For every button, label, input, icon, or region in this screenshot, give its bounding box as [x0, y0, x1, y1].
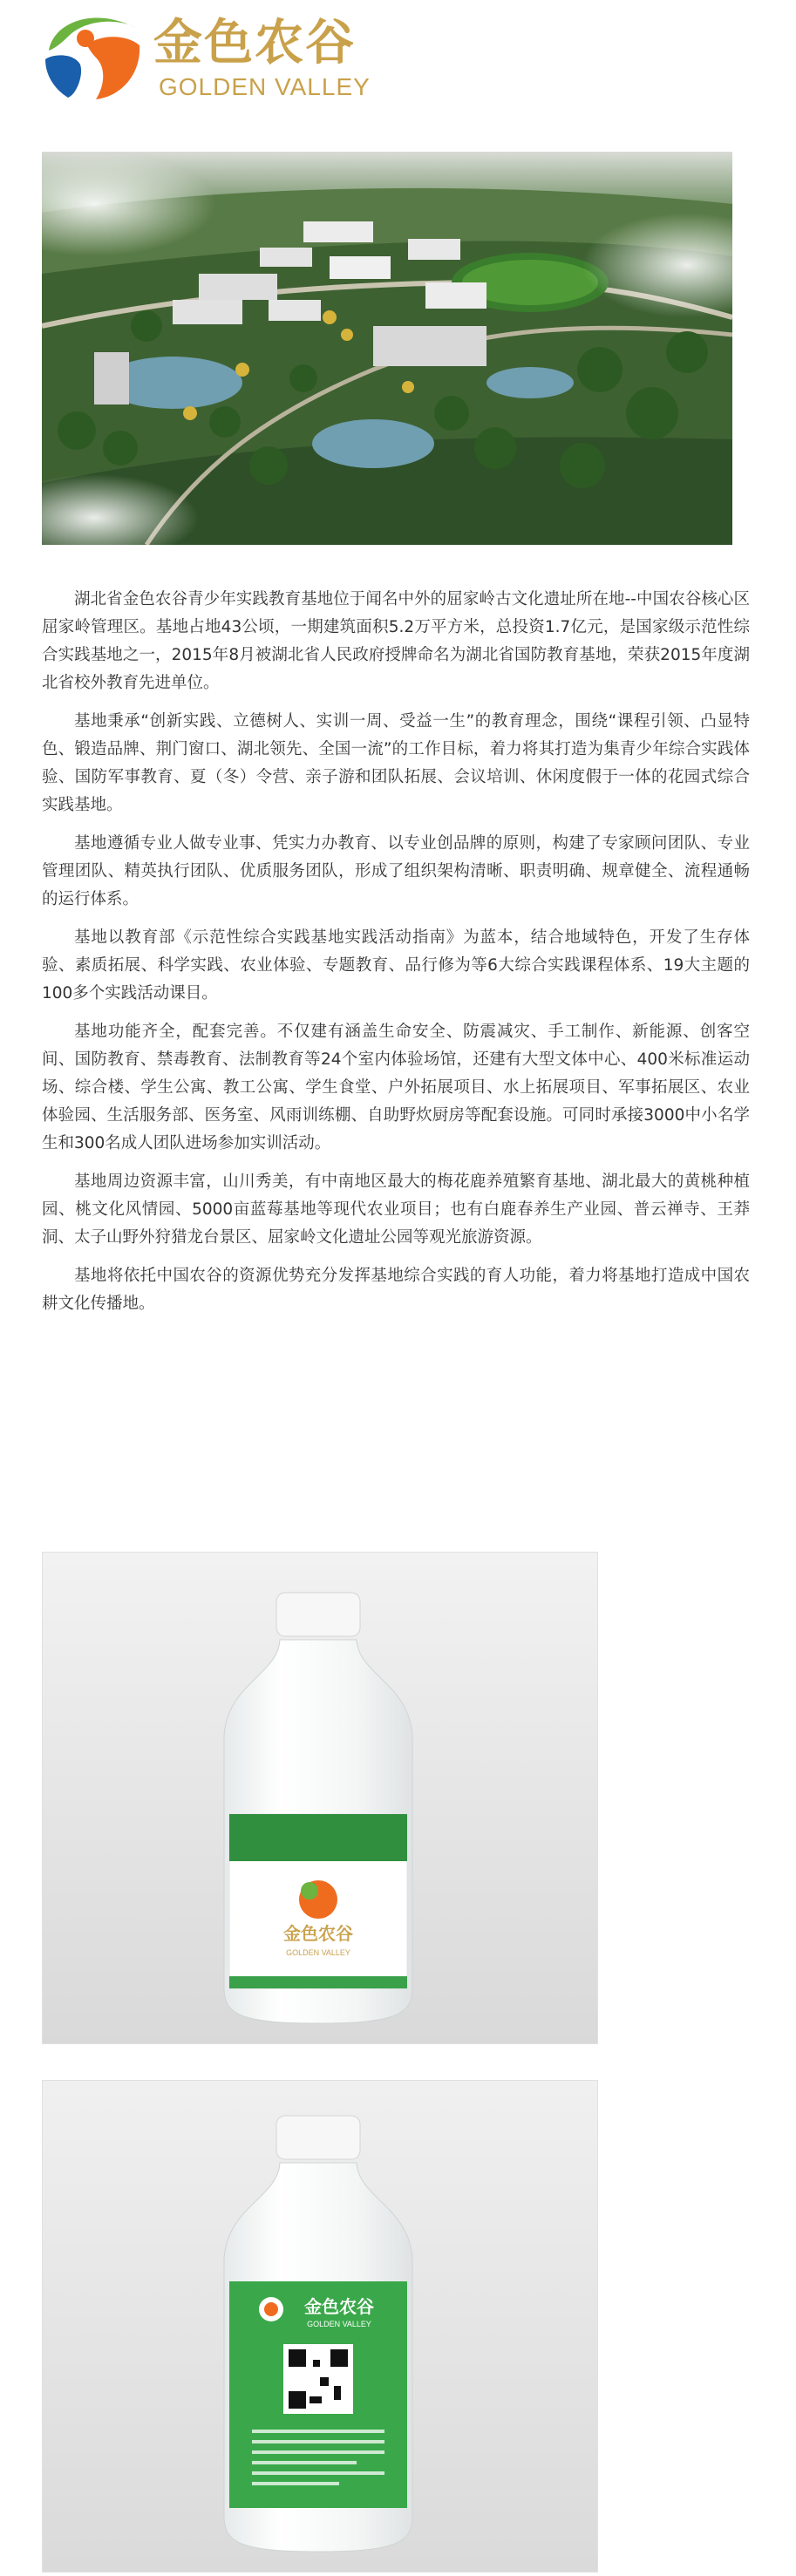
article-paragraph: 基地秉承“创新实践、立德树人、实训一周、受益一生”的教育理念，围绕“课程引领、凸显特色、锻造品牌、荆门窗口、湖北领先、全国一流”的工作目标，着力将其打造为集青少年综合实践体验、国防军事教育、夏（冬）令营、亲子游和团队拓展、会议培训、休闲度假于一体的花园式综合实践基地。	[42, 712, 750, 814]
article-paragraph: 基地以教育部《示范性综合实践基地实践活动指南》为蓝本，结合地域特色，开发了生存体验、素质拓展、科学实践、农业体验、专题教育、品行修为等6大综合实践课程体系、19大主题的100多个实践活动课目。	[42, 928, 750, 1003]
golden-valley-logo-icon	[42, 10, 143, 101]
article-paragraph: 湖北省金色农谷青少年实践教育基地位于闻名中外的屈家岭古文化遗址所在地--中国农谷核心区屈家岭管理区。基地占地43公顷，一期建筑面积5.2万平方米，总投资1.7亿元，是国家级示范性综合实践基地之一，2015年8月被湖北省人民政府授牌命名为湖北省国防教育基地，荣获2015年度湖北省校外教育先进单位。	[42, 590, 750, 692]
campus-aerial-image	[42, 152, 732, 545]
brand-logo	[42, 10, 373, 106]
label-brand-en: GOLDEN VALLEY	[307, 2320, 371, 2328]
water-bottle-green-label-image	[43, 2081, 597, 2572]
article-body	[42, 586, 750, 1329]
aerial-render-illustration	[42, 152, 732, 545]
article-paragraph: 基地将依托中国农谷的资源优势充分发挥基地综合实践的育人功能，着力将基地打造成中国农耕文化传播地。	[42, 1267, 750, 1313]
label-brand-cn: 金色农谷	[304, 2296, 374, 2317]
label-brand-cn: 金色农谷	[283, 1923, 353, 1944]
article-paragraph: 基地遵循专业人做专业事、凭实力办教育、以专业创品牌的原则，构建了专家顾问团队、专业管理团队、精英执行团队、优质服务团队，形成了组织架构清晰、职责明确、规章健全、流程通畅的运行体系。	[42, 834, 750, 908]
article-paragraph: 基地周边资源丰富，山川秀美，有中南地区最大的梅花鹿养殖繁育基地、湖北最大的黄桃种植园、桃文化风情园、5000亩蓝莓基地等现代农业项目；也有白鹿春养生产业园、普云禅寺、王莽洞、太子山野外狩猎龙台景区、屈家岭文化遗址公园等观光旅游资源。	[42, 1172, 750, 1247]
water-bottle-photo-green	[42, 2080, 598, 2573]
logo-name-en: GOLDEN VALLEY	[159, 73, 371, 100]
logo-name-cn: 金色农谷	[153, 15, 356, 71]
water-bottle-photo-white	[42, 1552, 598, 2044]
water-bottle-white-label-image	[43, 1553, 597, 2043]
article-paragraph: 基地功能齐全，配套完善。不仅建有涵盖生命安全、防震减灾、手工制作、新能源、创客空间、国防教育、禁毒教育、法制教育等24个室内体验场馆，还建有大型文体中心、400米标准运动场、综合楼、学生公寓、教工公寓、学生食堂、户外拓展项目、水上拓展项目、军事拓展区、农业体验园、生活服务部、医务室、风雨训练棚、自助野炊厨房等配套设施。可同时承接3000中小名学生和300名成人团队进场参加实训活动。	[42, 1023, 750, 1152]
label-brand-en: GOLDEN VALLEY	[286, 1948, 350, 1957]
